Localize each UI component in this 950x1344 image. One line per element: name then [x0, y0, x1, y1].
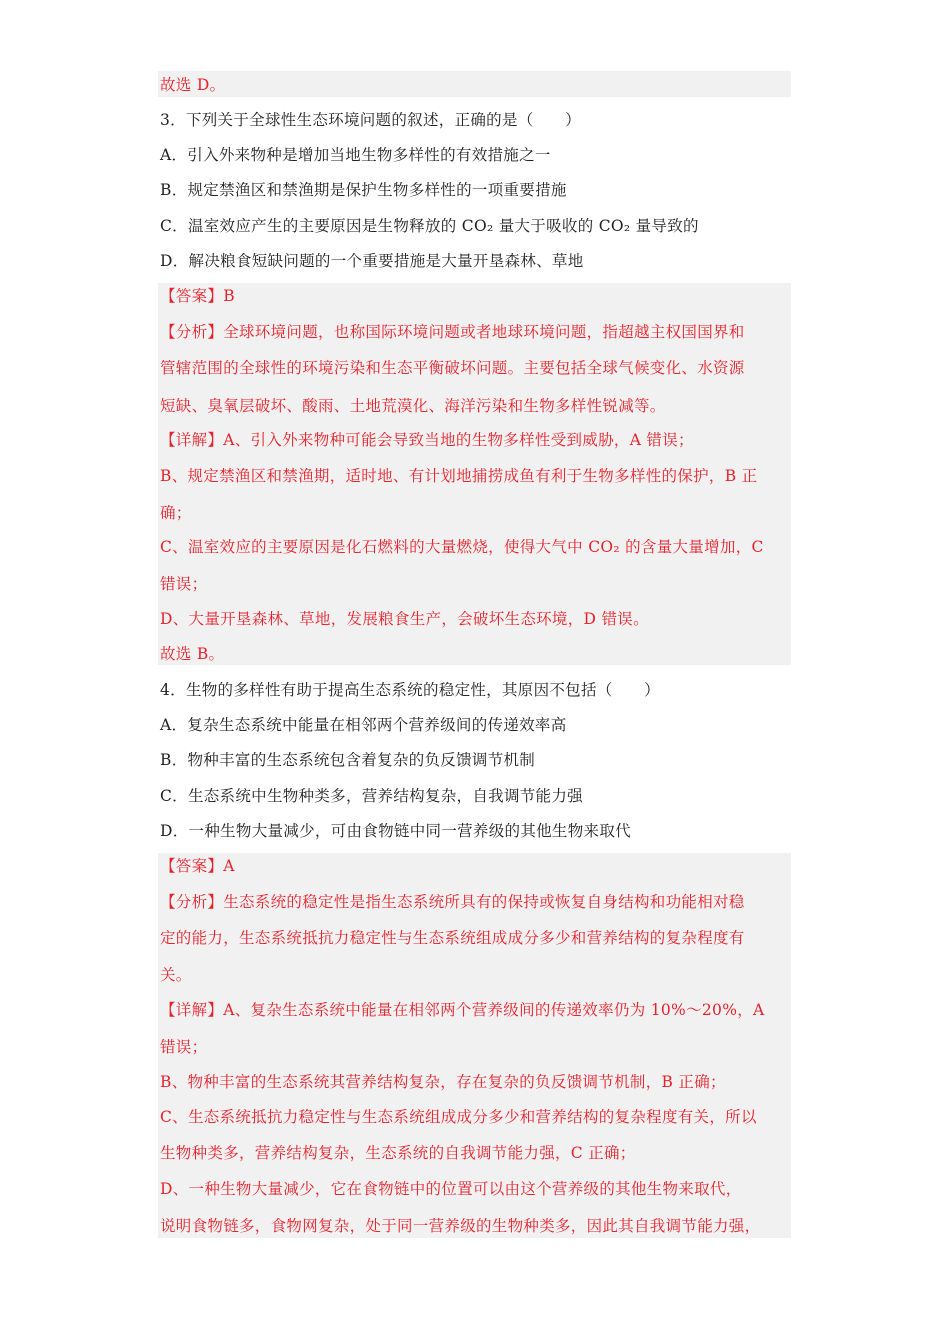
solution-text-line: 【详解】A、复杂生态系统中能量在相邻两个营养级间的传递效率仍为 10%～20%，A [160, 1001, 765, 1019]
solution-text-line: B、规定禁渔区和禁渔期，适时地、有计划地捕捞成鱼有利于生物多样性的保护，B 正 [160, 467, 758, 485]
solution-text-line: 错误； [160, 575, 208, 593]
question-text-line: 3．下列关于全球性生态环境问题的叙述，正确的是（ ） [160, 111, 581, 129]
solution-text-line: 说明食物链多，食物网复杂，处于同一营养级的生物种类多，因此其自我调节能力强， [160, 1217, 761, 1235]
solution-text-line: 错误； [160, 1038, 208, 1056]
question-text-line: A．复杂生态系统中能量在相邻两个营养级间的传递效率高 [160, 716, 567, 734]
solution-text-line: D、大量开垦森林、草地，发展粮食生产，会破坏生态环境，D 错误。 [160, 610, 649, 628]
solution-text-line: 【答案】A [160, 857, 235, 875]
question-text-line: B．物种丰富的生态系统包含着复杂的负反馈调节机制 [160, 751, 536, 769]
solution-text-line: 关。 [160, 966, 192, 984]
question-text-line: D．解决粮食短缺问题的一个重要措施是大量开垦森林、草地 [160, 252, 584, 270]
solution-text-line: 【详解】A、引入外来物种可能会导致当地的生物多样性受到威胁，A 错误； [160, 431, 694, 449]
solution-text-line: 【分析】全球环境问题，也称国际环境问题或者地球环境问题，指超越主权国国界和 [160, 323, 745, 341]
solution-text-line: 【分析】生态系统的稳定性是指生态系统所具有的保持或恢复自身结构和功能相对稳 [160, 893, 745, 911]
solution-text-line: 【答案】B [160, 287, 235, 305]
solution-text-line: C、生态系统抵抗力稳定性与生态系统组成成分多少和营养结构的复杂程度有关，所以 [160, 1108, 757, 1126]
solution-text-line: 管辖范围的全球性的环境污染和生态平衡破坏问题。主要包括全球气候变化、水资源 [160, 359, 745, 377]
solution-text-line: 故选 B。 [160, 645, 225, 663]
question-text-line: B．规定禁渔区和禁渔期是保护生物多样性的一项重要措施 [160, 181, 567, 199]
solution-text-line: D、一种生物大量减少，它在食物链中的位置可以由这个营养级的其他生物来取代， [160, 1180, 742, 1198]
solution-text-line: 生物种类多，营养结构复杂，生态系统的自我调节能力强，C 正确； [160, 1144, 636, 1162]
question-text-line: A．引入外来物种是增加当地生物多样性的有效措施之一 [160, 146, 551, 164]
question-text-line: 4．生物的多样性有助于提高生态系统的稳定性，其原因不包括（ ） [160, 681, 660, 699]
solution-text-line: B、物种丰富的生态系统其营养结构复杂，存在复杂的负反馈调节机制，B 正确； [160, 1073, 726, 1091]
solution-text-line: 故选 D。 [160, 76, 226, 94]
solution-text-line: 定的能力，生态系统抵抗力稳定性与生态系统组成成分多少和营养结构的复杂程度有 [160, 929, 745, 947]
solution-text-line: 确； [160, 504, 192, 522]
solution-highlight-q2 [158, 71, 791, 97]
question-text-line: D．一种生物大量减少，可由食物链中同一营养级的其他生物来取代 [160, 822, 631, 840]
solution-text-line: C、温室效应的主要原因是化石燃料的大量燃烧，使得大气中 CO₂ 的含量大量增加，C [160, 538, 764, 556]
solution-text-line: 短缺、臭氧层破坏、酸雨、土地荒漠化、海洋污染和生物多样性锐减等。 [160, 397, 666, 415]
question-text-line: C．温室效应产生的主要原因是生物释放的 CO₂ 量大于吸收的 CO₂ 量导致的 [160, 217, 699, 235]
question-text-line: C．生态系统中生物种类多，营养结构复杂，自我调节能力强 [160, 787, 583, 805]
